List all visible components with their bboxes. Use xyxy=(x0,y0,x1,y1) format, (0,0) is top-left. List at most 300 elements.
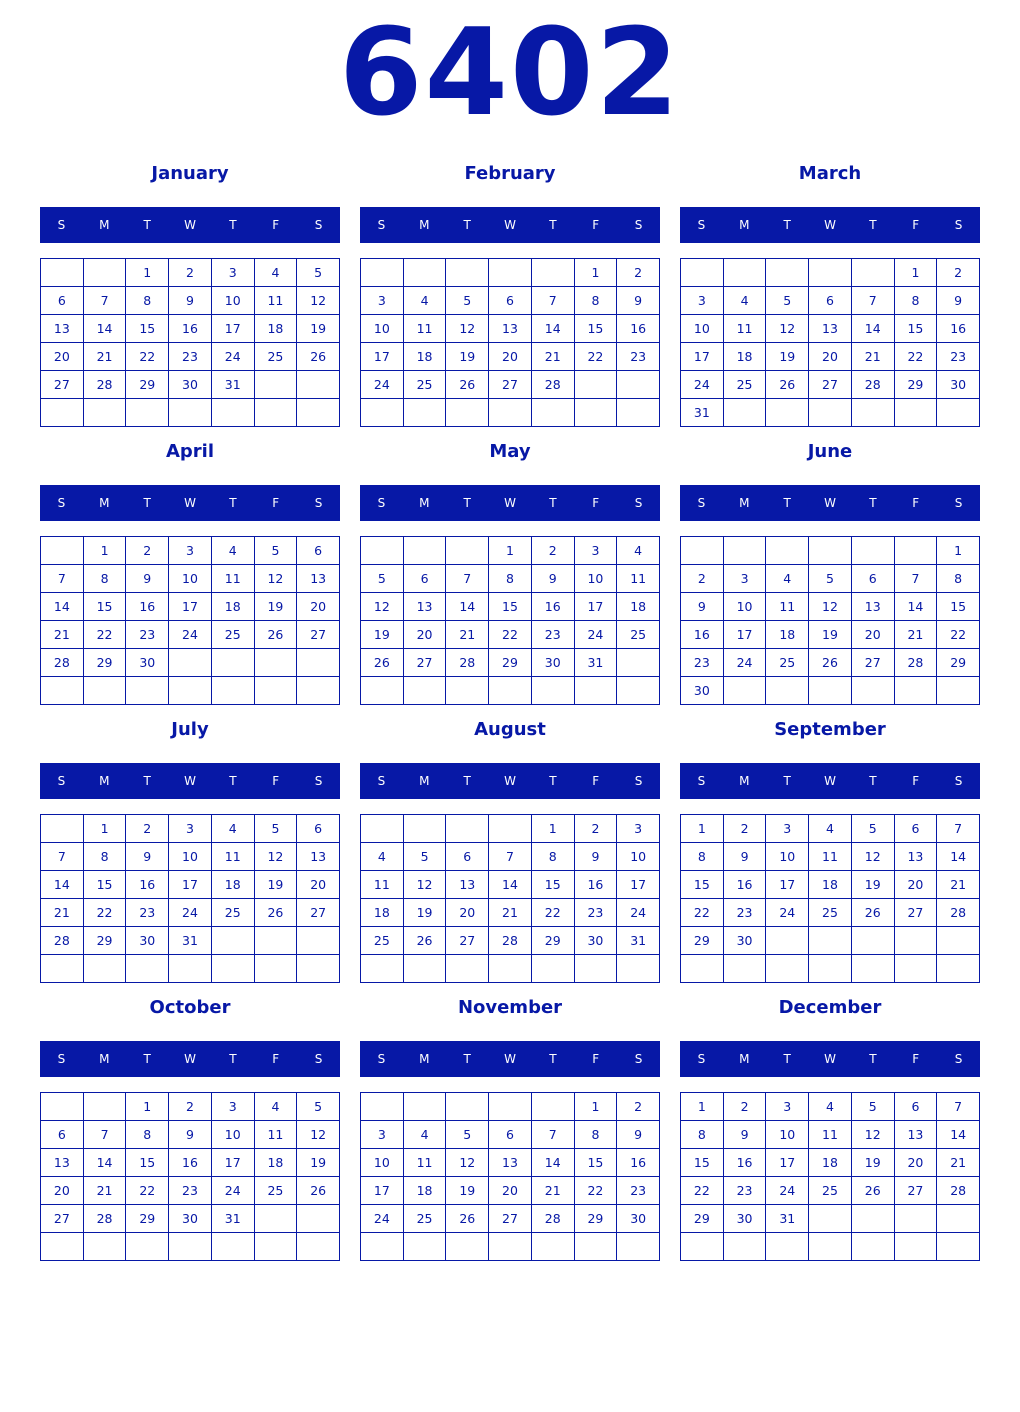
day-cell: 25 xyxy=(212,899,255,927)
day-cell: 19 xyxy=(297,1149,340,1177)
day-grid xyxy=(40,536,340,705)
day-cell: 14 xyxy=(532,1149,575,1177)
day-cell: 21 xyxy=(895,621,938,649)
day-cell: 3 xyxy=(212,259,255,287)
day-cell: 27 xyxy=(489,1205,532,1233)
weekday-header xyxy=(680,1041,980,1077)
day-cell: 8 xyxy=(895,287,938,315)
day-cell: 28 xyxy=(41,649,84,677)
empty-day-cell xyxy=(489,1233,532,1261)
weekday-label: S xyxy=(314,496,323,510)
empty-day-cell xyxy=(297,649,340,677)
day-cell: 14 xyxy=(446,593,489,621)
weekday-label: S xyxy=(634,774,643,788)
weekday-header xyxy=(40,763,340,799)
weekday-label: S xyxy=(57,218,66,232)
weekday-label: T xyxy=(229,1052,237,1066)
weekday-header xyxy=(40,485,340,521)
day-cell: 10 xyxy=(212,1121,255,1149)
empty-day-cell xyxy=(41,259,84,287)
day-cell: 6 xyxy=(41,1121,84,1149)
day-cell: 30 xyxy=(126,649,169,677)
empty-day-cell xyxy=(575,677,618,705)
day-cell: 13 xyxy=(297,843,340,871)
day-cell: 12 xyxy=(446,1149,489,1177)
empty-day-cell xyxy=(84,955,127,983)
day-cell: 27 xyxy=(41,371,84,399)
day-cell: 24 xyxy=(575,621,618,649)
day-cell: 1 xyxy=(681,1093,724,1121)
empty-day-cell xyxy=(852,955,895,983)
weekday-label: S xyxy=(634,1052,643,1066)
weekday-label: T xyxy=(463,218,471,232)
day-cell: 27 xyxy=(895,1177,938,1205)
day-cell: 12 xyxy=(446,315,489,343)
day-cell: 19 xyxy=(404,899,447,927)
weekday-label: F xyxy=(272,496,280,510)
day-cell: 11 xyxy=(404,315,447,343)
day-cell: 6 xyxy=(895,1093,938,1121)
empty-day-cell xyxy=(446,399,489,427)
day-cell: 15 xyxy=(84,593,127,621)
day-cell: 22 xyxy=(681,1177,724,1205)
day-cell: 29 xyxy=(126,1205,169,1233)
day-cell: 27 xyxy=(809,371,852,399)
empty-day-cell xyxy=(255,955,298,983)
empty-day-cell xyxy=(126,955,169,983)
day-cell: 8 xyxy=(681,843,724,871)
day-cell: 30 xyxy=(617,1205,660,1233)
day-cell: 21 xyxy=(41,621,84,649)
day-cell: 11 xyxy=(809,1121,852,1149)
day-cell: 23 xyxy=(169,343,212,371)
day-cell: 15 xyxy=(681,1149,724,1177)
day-cell: 7 xyxy=(84,287,127,315)
day-cell: 25 xyxy=(617,621,660,649)
empty-day-cell xyxy=(297,955,340,983)
empty-day-cell xyxy=(297,677,340,705)
day-cell: 19 xyxy=(766,343,809,371)
weekday-label: S xyxy=(377,774,386,788)
day-cell: 4 xyxy=(809,815,852,843)
day-cell: 3 xyxy=(361,287,404,315)
day-cell: 6 xyxy=(446,843,489,871)
day-cell: 13 xyxy=(809,315,852,343)
empty-day-cell xyxy=(852,927,895,955)
day-cell: 10 xyxy=(724,593,767,621)
empty-day-cell xyxy=(895,1233,938,1261)
empty-day-cell xyxy=(852,1205,895,1233)
month-name: May xyxy=(489,441,531,462)
weekday-label: T xyxy=(549,496,557,510)
day-cell: 5 xyxy=(297,259,340,287)
weekday-label: F xyxy=(912,774,920,788)
empty-day-cell xyxy=(212,1233,255,1261)
empty-day-cell xyxy=(852,259,895,287)
day-cell: 17 xyxy=(169,593,212,621)
weekday-label: T xyxy=(463,496,471,510)
empty-day-cell xyxy=(297,1205,340,1233)
day-cell: 27 xyxy=(446,927,489,955)
empty-day-cell xyxy=(297,927,340,955)
empty-day-cell xyxy=(446,1233,489,1261)
day-cell: 30 xyxy=(937,371,980,399)
day-grid xyxy=(40,814,340,983)
weekday-label: S xyxy=(634,496,643,510)
day-cell: 17 xyxy=(766,1149,809,1177)
empty-day-cell xyxy=(766,927,809,955)
day-cell: 29 xyxy=(532,927,575,955)
empty-day-cell xyxy=(895,955,938,983)
month-name: November xyxy=(457,997,563,1018)
empty-day-cell xyxy=(361,259,404,287)
day-cell: 8 xyxy=(575,1121,618,1149)
day-cell: 26 xyxy=(404,927,447,955)
weekday-header xyxy=(680,485,980,521)
day-cell: 18 xyxy=(766,621,809,649)
day-cell: 16 xyxy=(169,315,212,343)
day-cell: 24 xyxy=(724,649,767,677)
weekday-label: S xyxy=(314,1052,323,1066)
day-grid xyxy=(360,1092,660,1261)
day-cell: 4 xyxy=(617,537,660,565)
day-cell: 9 xyxy=(126,843,169,871)
day-cell: 4 xyxy=(404,1121,447,1149)
day-cell: 15 xyxy=(126,1149,169,1177)
day-cell: 21 xyxy=(489,899,532,927)
empty-day-cell xyxy=(937,1205,980,1233)
empty-day-cell xyxy=(532,677,575,705)
day-cell: 13 xyxy=(41,315,84,343)
day-cell: 15 xyxy=(895,315,938,343)
day-cell: 6 xyxy=(489,1121,532,1149)
day-cell: 25 xyxy=(809,1177,852,1205)
empty-day-cell xyxy=(297,371,340,399)
weekday-label: T xyxy=(783,774,791,788)
day-cell: 22 xyxy=(84,621,127,649)
weekday-label: W xyxy=(184,218,196,232)
day-cell: 21 xyxy=(84,343,127,371)
weekday-header xyxy=(360,1041,660,1077)
day-cell: 11 xyxy=(404,1149,447,1177)
empty-day-cell xyxy=(169,649,212,677)
day-cell: 8 xyxy=(126,1121,169,1149)
month-name: April xyxy=(165,441,215,462)
day-cell: 11 xyxy=(766,593,809,621)
empty-day-cell xyxy=(212,649,255,677)
weekday-label: W xyxy=(504,774,516,788)
empty-day-cell xyxy=(212,955,255,983)
empty-day-cell xyxy=(724,677,767,705)
day-cell: 8 xyxy=(84,565,127,593)
day-cell: 23 xyxy=(617,343,660,371)
day-cell: 31 xyxy=(212,1205,255,1233)
day-grid xyxy=(360,536,660,705)
weekday-label: F xyxy=(592,1052,600,1066)
day-cell: 20 xyxy=(489,343,532,371)
day-cell: 15 xyxy=(126,315,169,343)
empty-day-cell xyxy=(489,259,532,287)
day-cell: 12 xyxy=(766,315,809,343)
weekday-label: M xyxy=(99,774,110,788)
day-cell: 13 xyxy=(404,593,447,621)
day-cell: 19 xyxy=(361,621,404,649)
day-cell: 20 xyxy=(809,343,852,371)
day-cell: 23 xyxy=(724,899,767,927)
day-cell: 12 xyxy=(255,565,298,593)
day-cell: 2 xyxy=(617,1093,660,1121)
day-cell: 25 xyxy=(361,927,404,955)
empty-day-cell xyxy=(724,399,767,427)
day-cell: 28 xyxy=(41,927,84,955)
weekday-label: W xyxy=(824,496,836,510)
empty-day-cell xyxy=(681,537,724,565)
empty-day-cell xyxy=(489,1093,532,1121)
empty-day-cell xyxy=(489,677,532,705)
day-grid xyxy=(680,814,980,983)
weekday-label: F xyxy=(592,496,600,510)
day-cell: 6 xyxy=(297,815,340,843)
day-cell: 4 xyxy=(809,1093,852,1121)
empty-day-cell xyxy=(84,1093,127,1121)
day-cell: 17 xyxy=(681,343,724,371)
empty-day-cell xyxy=(84,677,127,705)
day-cell: 26 xyxy=(809,649,852,677)
empty-day-cell xyxy=(404,399,447,427)
empty-day-cell xyxy=(169,677,212,705)
weekday-label: S xyxy=(634,218,643,232)
empty-day-cell xyxy=(404,815,447,843)
day-cell: 15 xyxy=(84,871,127,899)
day-cell: 22 xyxy=(681,899,724,927)
empty-day-cell xyxy=(41,1233,84,1261)
empty-day-cell xyxy=(766,955,809,983)
weekday-label: W xyxy=(504,1052,516,1066)
day-cell: 11 xyxy=(724,315,767,343)
day-cell: 31 xyxy=(681,399,724,427)
day-cell: 18 xyxy=(809,1149,852,1177)
day-cell: 20 xyxy=(41,343,84,371)
day-cell: 20 xyxy=(297,593,340,621)
day-cell: 30 xyxy=(724,1205,767,1233)
day-cell: 17 xyxy=(617,871,660,899)
day-cell: 14 xyxy=(895,593,938,621)
day-cell: 14 xyxy=(852,315,895,343)
empty-day-cell xyxy=(404,677,447,705)
day-cell: 19 xyxy=(852,1149,895,1177)
day-cell: 29 xyxy=(84,649,127,677)
day-cell: 25 xyxy=(212,621,255,649)
weekday-label: S xyxy=(57,496,66,510)
empty-day-cell xyxy=(446,815,489,843)
day-cell: 23 xyxy=(617,1177,660,1205)
day-cell: 14 xyxy=(41,871,84,899)
day-cell: 30 xyxy=(532,649,575,677)
day-cell: 16 xyxy=(681,621,724,649)
day-cell: 28 xyxy=(84,371,127,399)
day-cell: 19 xyxy=(809,621,852,649)
empty-day-cell xyxy=(617,955,660,983)
day-cell: 15 xyxy=(937,593,980,621)
day-cell: 13 xyxy=(895,1121,938,1149)
day-cell: 29 xyxy=(489,649,532,677)
day-cell: 27 xyxy=(404,649,447,677)
weekday-label: W xyxy=(184,496,196,510)
day-cell: 27 xyxy=(895,899,938,927)
weekday-label: S xyxy=(314,218,323,232)
day-cell: 7 xyxy=(489,843,532,871)
empty-day-cell xyxy=(724,955,767,983)
day-cell: 16 xyxy=(169,1149,212,1177)
empty-day-cell xyxy=(446,955,489,983)
empty-day-cell xyxy=(255,927,298,955)
day-cell: 22 xyxy=(532,899,575,927)
day-grid xyxy=(680,1092,980,1261)
day-cell: 16 xyxy=(126,871,169,899)
day-cell: 30 xyxy=(575,927,618,955)
day-cell: 16 xyxy=(724,871,767,899)
day-cell: 4 xyxy=(766,565,809,593)
day-cell: 5 xyxy=(361,565,404,593)
day-cell: 26 xyxy=(361,649,404,677)
weekday-label: T xyxy=(143,218,151,232)
day-cell: 21 xyxy=(937,871,980,899)
day-cell: 19 xyxy=(446,343,489,371)
day-cell: 6 xyxy=(895,815,938,843)
day-cell: 28 xyxy=(84,1205,127,1233)
day-cell: 27 xyxy=(41,1205,84,1233)
day-cell: 19 xyxy=(255,593,298,621)
empty-day-cell xyxy=(41,815,84,843)
day-cell: 13 xyxy=(852,593,895,621)
day-cell: 5 xyxy=(255,537,298,565)
weekday-label: M xyxy=(419,496,430,510)
weekday-label: F xyxy=(272,1052,280,1066)
day-cell: 24 xyxy=(212,343,255,371)
day-cell: 4 xyxy=(212,815,255,843)
empty-day-cell xyxy=(809,259,852,287)
day-cell: 10 xyxy=(575,565,618,593)
day-cell: 14 xyxy=(41,593,84,621)
day-cell: 26 xyxy=(446,371,489,399)
weekday-header xyxy=(680,207,980,243)
weekday-label: T xyxy=(783,496,791,510)
empty-day-cell xyxy=(617,649,660,677)
day-cell: 23 xyxy=(575,899,618,927)
empty-day-cell xyxy=(255,1205,298,1233)
day-cell: 18 xyxy=(361,899,404,927)
day-cell: 24 xyxy=(169,899,212,927)
day-cell: 6 xyxy=(41,287,84,315)
empty-day-cell xyxy=(937,927,980,955)
day-cell: 26 xyxy=(297,343,340,371)
day-cell: 25 xyxy=(766,649,809,677)
day-cell: 10 xyxy=(617,843,660,871)
weekday-label: F xyxy=(912,1052,920,1066)
day-cell: 7 xyxy=(41,843,84,871)
day-cell: 2 xyxy=(532,537,575,565)
day-cell: 4 xyxy=(255,259,298,287)
day-cell: 17 xyxy=(169,871,212,899)
day-cell: 11 xyxy=(212,565,255,593)
day-cell: 3 xyxy=(766,1093,809,1121)
day-cell: 10 xyxy=(766,843,809,871)
day-cell: 27 xyxy=(852,649,895,677)
empty-day-cell xyxy=(489,399,532,427)
weekday-label: F xyxy=(592,774,600,788)
month-name: March xyxy=(798,163,862,184)
day-cell: 16 xyxy=(126,593,169,621)
day-cell: 30 xyxy=(724,927,767,955)
empty-day-cell xyxy=(852,677,895,705)
day-cell: 4 xyxy=(361,843,404,871)
day-cell: 31 xyxy=(617,927,660,955)
day-cell: 2 xyxy=(169,259,212,287)
day-cell: 18 xyxy=(255,315,298,343)
weekday-label: T xyxy=(783,218,791,232)
day-cell: 2 xyxy=(617,259,660,287)
weekday-label: T xyxy=(549,218,557,232)
day-cell: 28 xyxy=(937,1177,980,1205)
day-cell: 26 xyxy=(446,1205,489,1233)
day-cell: 13 xyxy=(489,1149,532,1177)
day-cell: 11 xyxy=(255,287,298,315)
weekday-label: M xyxy=(739,774,750,788)
weekday-label: T xyxy=(869,1052,877,1066)
day-cell: 23 xyxy=(126,621,169,649)
day-cell: 9 xyxy=(169,287,212,315)
weekday-label: T xyxy=(143,496,151,510)
empty-day-cell xyxy=(532,259,575,287)
day-cell: 14 xyxy=(489,871,532,899)
empty-day-cell xyxy=(809,927,852,955)
weekday-label: M xyxy=(739,218,750,232)
day-cell: 29 xyxy=(681,1205,724,1233)
day-cell: 22 xyxy=(126,343,169,371)
empty-day-cell xyxy=(169,399,212,427)
day-cell: 16 xyxy=(617,315,660,343)
day-cell: 5 xyxy=(255,815,298,843)
weekday-label: M xyxy=(739,496,750,510)
day-cell: 31 xyxy=(766,1205,809,1233)
weekday-label: T xyxy=(229,774,237,788)
day-cell: 3 xyxy=(617,815,660,843)
day-cell: 10 xyxy=(766,1121,809,1149)
day-cell: 10 xyxy=(169,843,212,871)
day-cell: 16 xyxy=(724,1149,767,1177)
day-cell: 12 xyxy=(361,593,404,621)
day-cell: 4 xyxy=(724,287,767,315)
empty-day-cell xyxy=(361,1233,404,1261)
day-cell: 8 xyxy=(532,843,575,871)
day-cell: 18 xyxy=(212,871,255,899)
day-cell: 30 xyxy=(126,927,169,955)
month-name: August xyxy=(474,719,546,740)
day-cell: 5 xyxy=(404,843,447,871)
day-cell: 8 xyxy=(84,843,127,871)
empty-day-cell xyxy=(937,1233,980,1261)
day-cell: 4 xyxy=(404,287,447,315)
day-cell: 1 xyxy=(937,537,980,565)
day-cell: 2 xyxy=(126,815,169,843)
empty-day-cell xyxy=(724,1233,767,1261)
day-grid xyxy=(40,1092,340,1261)
day-cell: 21 xyxy=(532,1177,575,1205)
day-cell: 2 xyxy=(724,1093,767,1121)
day-cell: 2 xyxy=(681,565,724,593)
day-cell: 26 xyxy=(297,1177,340,1205)
day-cell: 9 xyxy=(575,843,618,871)
